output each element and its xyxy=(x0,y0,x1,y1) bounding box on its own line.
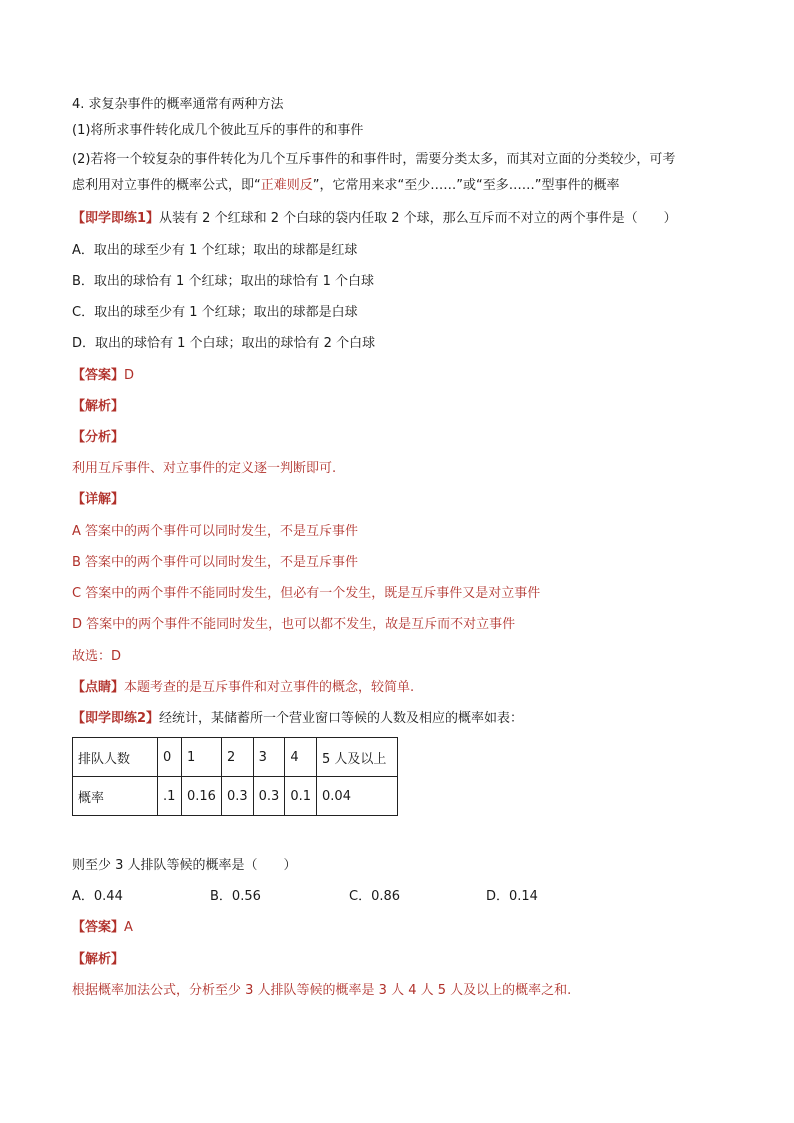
q1-answer xyxy=(72,367,134,385)
method-two-line2 xyxy=(72,177,619,195)
table-row xyxy=(73,738,398,777)
table-row xyxy=(73,777,398,816)
table-cell: 2 xyxy=(221,738,253,777)
q1-comment xyxy=(72,679,414,697)
q2-label: 【即学即练2】 xyxy=(72,711,160,726)
q2-answer xyxy=(72,919,133,937)
q1-stem: 从装有 2 个红球和 2 个白球的袋内任取 2 个球，那么互斥而不对立的两个事件是（ ） xyxy=(159,211,677,226)
method-two-pre: 虑利用对立事件的概率公式，即“ xyxy=(72,178,261,193)
q2-answer-label: 【答案】 xyxy=(72,920,125,935)
table-cell: 排队人数 xyxy=(73,738,158,777)
method-two-line1: (2)若将一个较复杂的事件转化为几个互斥事件的和事件时，需要分类太多，而其对立面的分类较少，可考 xyxy=(72,152,676,167)
q2-question: 则至少 3 人排队等候的概率是（ ） xyxy=(72,858,297,873)
table-cell: 0.1 xyxy=(285,777,317,816)
q2-stem-line xyxy=(72,710,523,728)
q1-option-d: D．取出的球恰有 1 个白球；取出的球恰有 2 个白球 xyxy=(72,336,376,351)
q1-comment-text: 本题考查的是互斥事件和对立事件的概念，较简单. xyxy=(124,680,415,695)
q1-analysis-label xyxy=(72,398,124,416)
probability-table xyxy=(72,737,398,816)
q1-answer-value: D xyxy=(124,368,135,383)
q1-label: 【即学即练1】 xyxy=(72,211,160,226)
q1-option-a: A．取出的球至少有 1 个红球；取出的球都是红球 xyxy=(72,243,358,258)
method-one: (1)将所求事件转化成几个彼此互斥的事件的和事件 xyxy=(72,123,364,138)
q1-stem-line xyxy=(72,210,677,228)
q2-option-c: C．0.86 xyxy=(349,889,401,904)
q1-fenxi-label-text: 【分析】 xyxy=(72,430,125,445)
method-two-highlight: 正难则反 xyxy=(260,178,313,193)
q1-detail-a: A 答案中的两个事件可以同时发生，不是互斥事件 xyxy=(72,524,359,539)
q1-analysis-label-text: 【解析】 xyxy=(72,399,125,414)
table-cell: 概率 xyxy=(73,777,158,816)
q2-analysis-label xyxy=(72,951,124,969)
q2-answer-value: A xyxy=(124,920,133,935)
q1-fenxi-text: 利用互斥事件、对立事件的定义逐一判断即可. xyxy=(72,461,337,476)
q1-choice: 故选：D xyxy=(72,649,122,664)
table-cell: 3 xyxy=(253,738,285,777)
table-cell: 5 人及以上 xyxy=(317,738,398,777)
q1-option-c: C．取出的球至少有 1 个红球；取出的球都是白球 xyxy=(72,305,358,320)
q2-option-d: D．0.14 xyxy=(486,889,538,904)
method-two-post: ”，它常用来求“至少……”或“至多……”型事件的概率 xyxy=(312,178,620,193)
q1-option-b: B．取出的球恰有 1 个红球；取出的球恰有 1 个白球 xyxy=(72,274,374,289)
table-cell: 0.16 xyxy=(182,777,222,816)
q1-detail-label-text: 【详解】 xyxy=(72,492,125,507)
q1-comment-label: 【点睛】 xyxy=(72,680,125,695)
q1-detail-c: C 答案中的两个事件不能同时发生，但必有一个发生，既是互斥事件又是对立事件 xyxy=(72,586,541,601)
q1-detail-d: D 答案中的两个事件不能同时发生，也可以都不发生，故是互斥而不对立事件 xyxy=(72,617,516,632)
table-cell: 0.04 xyxy=(317,777,398,816)
q2-option-b: B．0.56 xyxy=(210,889,261,904)
q2-option-a: A．0.44 xyxy=(72,889,123,904)
table-cell: 0 xyxy=(158,738,182,777)
q2-analysis-label-text: 【解析】 xyxy=(72,952,125,967)
q2-analysis-text: 根据概率加法公式，分析至少 3 人排队等候的概率是 3 人 4 人 5 人及以上的概率之和. xyxy=(72,983,572,998)
table-cell: 4 xyxy=(285,738,317,777)
q1-detail-label xyxy=(72,491,124,509)
q1-fenxi-label xyxy=(72,429,124,447)
table-cell: 0.3 xyxy=(221,777,253,816)
q2-stem: 经统计，某储蓄所一个营业窗口等候的人数及相应的概率如表： xyxy=(159,711,524,726)
section-heading: 4. 求复杂事件的概率通常有两种方法 xyxy=(72,97,284,112)
q2-options xyxy=(72,888,538,906)
table-cell: 0.3 xyxy=(253,777,285,816)
q1-answer-label: 【答案】 xyxy=(72,368,125,383)
table-cell: 1 xyxy=(182,738,222,777)
q1-detail-b: B 答案中的两个事件可以同时发生，不是互斥事件 xyxy=(72,555,359,570)
table-cell: .1 xyxy=(158,777,182,816)
